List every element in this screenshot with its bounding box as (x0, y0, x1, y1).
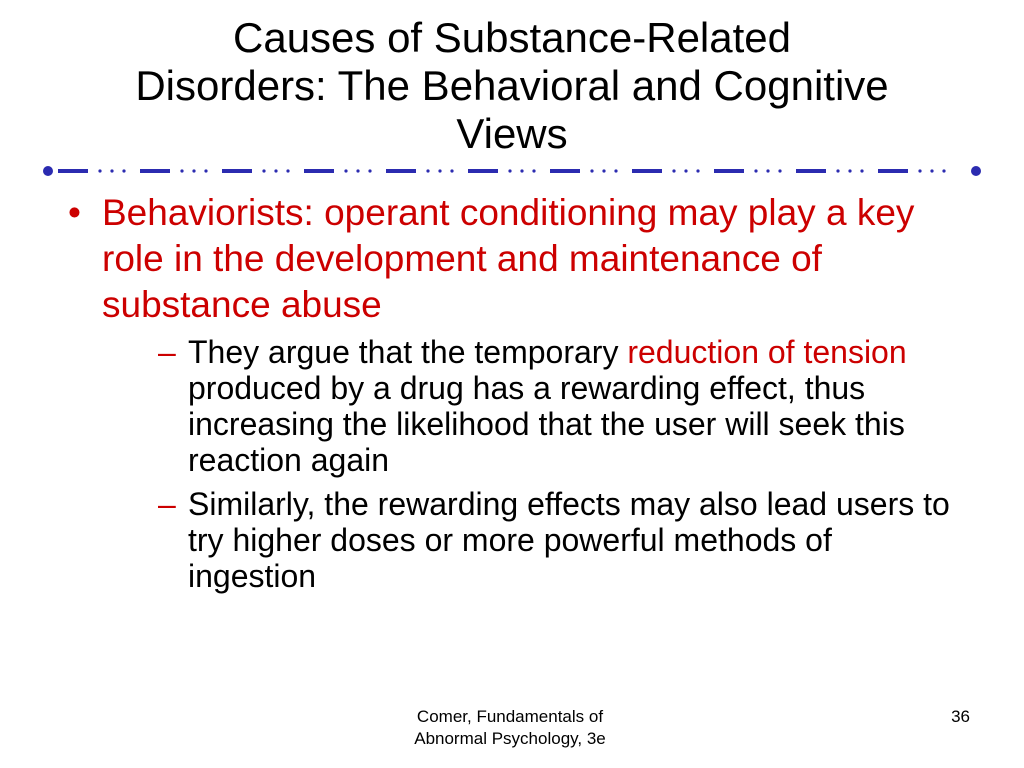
rule-dot (942, 169, 945, 172)
rule-dot (180, 169, 183, 172)
rule-dot (532, 169, 535, 172)
sub-bullet-doses (102, 486, 960, 594)
sub-bullet-text: Similarly, the rewarding effects may also lead users to try higher doses or more powerful methods of ingestion (188, 486, 950, 594)
rule-dash (386, 169, 416, 173)
sub-bullet-marker: – (158, 334, 176, 370)
rule-dot (614, 169, 617, 172)
rule-dot (754, 169, 757, 172)
rule-dot (778, 169, 781, 172)
footer-citation (390, 706, 630, 750)
rule-dot (836, 169, 839, 172)
rule-dot (274, 169, 277, 172)
rule-dot (286, 169, 289, 172)
rule-dot (438, 169, 441, 172)
rule-dot (918, 169, 921, 172)
rule-dot (356, 169, 359, 172)
rule-dash (550, 169, 580, 173)
rule-dash (714, 169, 744, 173)
rule-dot (848, 169, 851, 172)
bullet-behaviorists (60, 190, 960, 594)
rule-dot (590, 169, 593, 172)
sub-bullet-tension (102, 334, 960, 478)
footer-line-2: Abnormal Psychology, 3e (414, 729, 606, 748)
rule-dash (878, 169, 908, 173)
sub-bullet-text-before: They argue that the temporary (188, 334, 628, 370)
rule-dot (98, 169, 101, 172)
bullet-marker: • (68, 192, 81, 233)
rule-dash (796, 169, 826, 173)
rule-dot (766, 169, 769, 172)
rule-dash (304, 169, 334, 173)
rule-dot (344, 169, 347, 172)
rule-dot (672, 169, 675, 172)
sub-bullet-list (102, 334, 960, 594)
sub-bullet-text-after: produced by a drug has a rewarding effect, thus increasing the likelihood that the user will seek this reaction again (188, 370, 905, 478)
rule-dot (450, 169, 453, 172)
page-number: 36 (951, 707, 970, 726)
title-line-2: Disorders: The Behavioral and Cognitive (135, 62, 889, 109)
rule-dot (368, 169, 371, 172)
rule-dash (468, 169, 498, 173)
rule-dot (602, 169, 605, 172)
slide-title (40, 14, 984, 158)
sub-bullet-marker: – (158, 486, 176, 522)
bullet-list (60, 190, 960, 602)
rule-dash (222, 169, 252, 173)
bullet-text: Behaviorists: operant conditioning may play a key role in the development and maintenance of substance abuse (102, 192, 915, 325)
rule-dot (696, 169, 699, 172)
rule-dot (508, 169, 511, 172)
rule-dot (262, 169, 265, 172)
rule-dash (58, 169, 88, 173)
rule-dot (110, 169, 113, 172)
rule-dot (122, 169, 125, 172)
rule-dash (632, 169, 662, 173)
rule-dot (204, 169, 207, 172)
title-line-1: Causes of Substance-Related (233, 14, 791, 61)
rule-dot (520, 169, 523, 172)
rule-dash (140, 169, 170, 173)
rule-end-dot (971, 166, 981, 176)
rule-dot (426, 169, 429, 172)
sub-bullet-highlight: reduction of tension (627, 334, 907, 370)
rule-dot (192, 169, 195, 172)
decorative-dash-dot-rule (40, 158, 984, 184)
rule-dot (860, 169, 863, 172)
title-line-3: Views (456, 110, 568, 157)
rule-dot (930, 169, 933, 172)
footer-line-1: Comer, Fundamentals of (416, 707, 604, 726)
rule-dot (684, 169, 687, 172)
rule-end-dot (43, 166, 53, 176)
